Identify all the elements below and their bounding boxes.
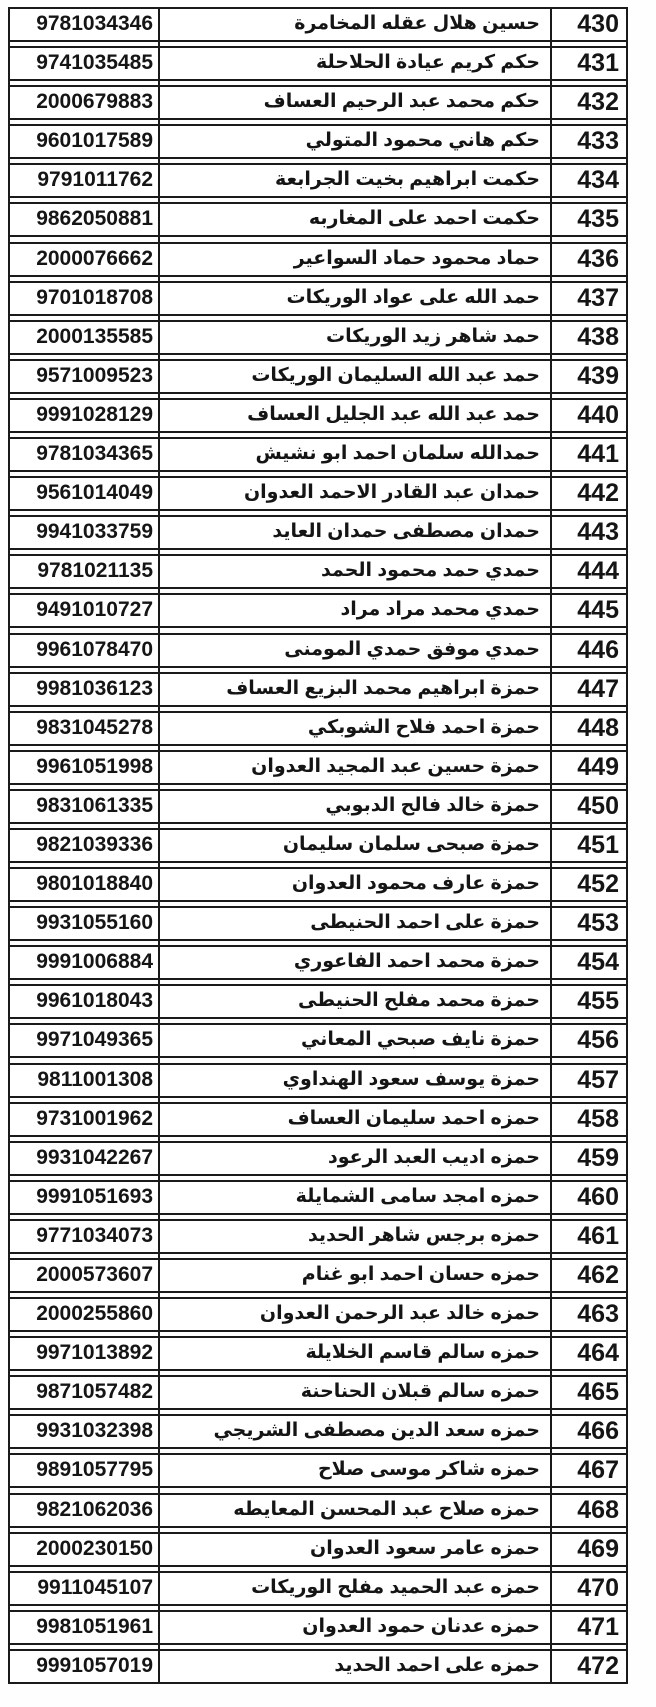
- table-row: [8, 711, 628, 746]
- table-row: [8, 1453, 628, 1488]
- name-cell: حمزه سعد الدين مصطفى الشريجي: [213, 1420, 540, 1442]
- table-row: [8, 1375, 628, 1410]
- table-row: [8, 359, 628, 394]
- national-id-cell: 9971013892: [36, 1341, 153, 1365]
- serial-number-cell: 441: [577, 440, 619, 469]
- serial-number-cell: 445: [577, 596, 619, 625]
- name-cell: حمزة محمد مفلح الحنيطى: [298, 990, 540, 1012]
- serial-number-cell: 455: [577, 987, 619, 1016]
- national-id-cell: 9931032398: [36, 1419, 153, 1443]
- table-rows-container: [8, 7, 628, 1684]
- table-row: [8, 242, 628, 277]
- table-row: [8, 85, 628, 120]
- name-cell: حمزه صلاح عبد المحسن المعايطه: [233, 1498, 540, 1520]
- serial-number-cell: 433: [577, 127, 619, 156]
- name-cell: حمزه عدنان حمود العدوان: [302, 1615, 540, 1637]
- serial-number-cell: 468: [577, 1495, 619, 1524]
- table-row: [8, 1219, 628, 1254]
- serial-number-cell: 463: [577, 1300, 619, 1329]
- serial-number-cell: 446: [577, 635, 619, 664]
- serial-number-cell: 452: [577, 870, 619, 899]
- serial-number-cell: 442: [577, 479, 619, 508]
- name-cell: حمزه شاكر موسى صلاح: [317, 1459, 540, 1481]
- national-id-cell: 9981051961: [36, 1614, 153, 1638]
- national-id-cell: 2000076662: [36, 246, 153, 270]
- name-cell: حكمت ابراهيم بخيت الجرابعة: [275, 169, 540, 191]
- table-row: [8, 163, 628, 198]
- name-cell: حكم هاني محمود المتولي: [305, 130, 540, 152]
- table-row: [8, 984, 628, 1019]
- national-id-cell: 9571009523: [36, 363, 153, 387]
- serial-number-cell: 461: [577, 1221, 619, 1250]
- serial-number-cell: 436: [577, 244, 619, 273]
- table-row: [8, 1297, 628, 1332]
- serial-number-cell: 458: [577, 1104, 619, 1133]
- table-row: [8, 1649, 628, 1684]
- table-row: [8, 7, 628, 42]
- name-cell: حمزه اديب العبد الرعود: [327, 1146, 540, 1168]
- table-row: [8, 593, 628, 628]
- name-cell: حمد عبد الله عبد الجليل العساف: [247, 403, 540, 425]
- table-border-right: [626, 7, 628, 1684]
- national-id-cell: 9871057482: [36, 1380, 153, 1404]
- serial-number-cell: 432: [577, 88, 619, 117]
- serial-number-cell: 472: [577, 1651, 619, 1680]
- table-row: [8, 124, 628, 159]
- table-row: [8, 1610, 628, 1645]
- serial-number-cell: 437: [577, 283, 619, 312]
- national-id-cell: 9831045278: [36, 715, 153, 739]
- table-row: [8, 46, 628, 81]
- national-id-cell: 9801018840: [36, 872, 153, 896]
- name-cell: حمد شاهر زيد الوريكات: [325, 325, 540, 347]
- serial-number-cell: 438: [577, 322, 619, 351]
- name-cell: حمدان عبد القادر الاحمد العدوان: [243, 482, 540, 504]
- serial-number-cell: 470: [577, 1573, 619, 1602]
- table-row: [8, 202, 628, 237]
- table-row: [8, 1141, 628, 1176]
- name-cell: حمزة ابراهيم محمد البزيع العساف: [226, 677, 540, 699]
- serial-number-cell: 435: [577, 205, 619, 234]
- table-row: [8, 1493, 628, 1528]
- national-id-cell: 9931042267: [36, 1145, 153, 1169]
- serial-number-cell: 448: [577, 713, 619, 742]
- table-row: [8, 437, 628, 472]
- national-id-cell: 9811001308: [37, 1067, 153, 1091]
- national-id-cell: 9991057019: [36, 1653, 153, 1677]
- serial-number-cell: 439: [577, 361, 619, 390]
- name-cell: حمزه على احمد الحديد: [334, 1654, 540, 1676]
- national-id-cell: 9561014049: [36, 481, 153, 505]
- name-cell: حمزه عامر سعود العدوان: [310, 1537, 540, 1559]
- table-row: [8, 1532, 628, 1567]
- name-cell: حمزة عارف محمود العدوان: [291, 873, 540, 895]
- name-cell: حمزة يوسف سعود الهنداوي: [282, 1068, 540, 1090]
- serial-number-cell: 465: [577, 1378, 619, 1407]
- national-id-cell: 9941033759: [36, 520, 153, 544]
- name-cell: حمزة صبحى سلمان سليمان: [282, 833, 540, 855]
- national-id-cell: 9821039336: [36, 832, 153, 856]
- table-row: [8, 1258, 628, 1293]
- name-cell: حمزه سالم قبلان الحناحنة: [300, 1381, 540, 1403]
- table-row: [8, 906, 628, 941]
- national-id-cell: 2000255860: [36, 1302, 153, 1326]
- national-id-cell: 9961078470: [36, 637, 153, 661]
- table-row: [8, 1571, 628, 1606]
- national-id-cell: 9601017589: [36, 129, 153, 153]
- national-id-cell: 9931055160: [36, 911, 153, 935]
- serial-number-cell: 467: [577, 1456, 619, 1485]
- national-id-cell: 9731001962: [36, 1106, 153, 1130]
- national-id-cell: 9991006884: [36, 950, 153, 974]
- serial-number-cell: 434: [577, 166, 619, 195]
- serial-number-cell: 444: [577, 557, 619, 586]
- table-row: [8, 1336, 628, 1371]
- serial-number-cell: 431: [577, 49, 619, 78]
- table-row: [8, 1063, 628, 1098]
- serial-number-cell: 440: [577, 400, 619, 429]
- national-id-cell: 2000679883: [36, 90, 153, 114]
- national-id-cell: 9961051998: [36, 754, 153, 778]
- table-row: [8, 1414, 628, 1449]
- national-id-cell: 2000135585: [36, 324, 153, 348]
- table-row: [8, 398, 628, 433]
- table-row: [8, 320, 628, 355]
- name-cell: حمدي حمد محمود الحمد: [321, 560, 540, 582]
- serial-number-cell: 469: [577, 1534, 619, 1563]
- serial-number-cell: 464: [577, 1339, 619, 1368]
- name-cell: حمد الله على عواد الوريكات: [286, 286, 540, 308]
- name-cell: حمزه خالد عبد الرحمن العدوان: [259, 1303, 540, 1325]
- serial-number-cell: 443: [577, 518, 619, 547]
- national-id-cell: 9961018043: [36, 989, 153, 1013]
- national-id-cell: 9781034365: [36, 442, 153, 466]
- national-id-cell: 9821062036: [36, 1497, 153, 1521]
- serial-number-cell: 453: [577, 909, 619, 938]
- table-row: [8, 476, 628, 511]
- national-id-cell: 9491010727: [36, 598, 153, 622]
- serial-number-cell: 454: [577, 948, 619, 977]
- serial-number-cell: 449: [577, 752, 619, 781]
- name-cell: حكم محمد عبد الرحيم العساف: [263, 91, 540, 113]
- name-cell: حمزة خالد فالح الدبوبي: [325, 794, 540, 816]
- national-id-cell: 9981036123: [36, 676, 153, 700]
- name-cell: حمزه برجس شاهر الحديد: [307, 1224, 540, 1246]
- national-id-cell: 9891057795: [36, 1458, 153, 1482]
- serial-number-cell: 466: [577, 1417, 619, 1446]
- table-row: [8, 515, 628, 550]
- name-cell: حمد عبد الله السليمان الوريكات: [251, 364, 540, 386]
- serial-number-cell: 456: [577, 1026, 619, 1055]
- column-divider-id: [158, 7, 160, 1684]
- national-id-cell: 9831061335: [36, 793, 153, 817]
- name-cell: حسين هلال عقله المخامرة: [294, 13, 540, 34]
- serial-number-cell: 460: [577, 1182, 619, 1211]
- roster-table: [8, 7, 628, 1684]
- national-id-cell: 9781021135: [37, 559, 153, 583]
- name-cell: حمزه عبد الحميد مفلح الوريكات: [251, 1576, 540, 1598]
- name-cell: حمزة على احمد الحنيطى: [310, 912, 540, 934]
- national-id-cell: 9741035485: [36, 51, 153, 75]
- national-id-cell: 9791011762: [37, 168, 153, 192]
- name-cell: حمزة نايف صبحي المعاني: [301, 1029, 540, 1051]
- table-row: [8, 828, 628, 863]
- table-row: [8, 945, 628, 980]
- table-row: [8, 789, 628, 824]
- name-cell: حماد محمود حماد السواعير: [293, 247, 540, 269]
- name-cell: حكم كريم عيادة الحلاحلة: [316, 52, 540, 74]
- national-id-cell: 2000573607: [36, 1263, 153, 1286]
- serial-number-cell: 451: [577, 830, 619, 859]
- national-id-cell: 9991028129: [36, 402, 153, 426]
- table-row: [8, 554, 628, 589]
- table-row: [8, 672, 628, 707]
- national-id-cell: 9701018708: [36, 285, 153, 309]
- table-row: [8, 281, 628, 316]
- national-id-cell: 9911045107: [37, 1575, 153, 1599]
- serial-number-cell: 447: [577, 674, 619, 703]
- table-row: [8, 750, 628, 785]
- table-row: [8, 1102, 628, 1137]
- name-cell: حمزه سالم قاسم الخلايلة: [305, 1342, 540, 1364]
- table-row: [8, 633, 628, 668]
- serial-number-cell: 430: [577, 10, 619, 38]
- serial-number-cell: 450: [577, 791, 619, 820]
- national-id-cell: 9862050881: [36, 207, 153, 231]
- column-divider-name: [550, 7, 552, 1684]
- table-border-left: [8, 7, 10, 1684]
- name-cell: حمزة حسين عبد المجيد العدوان: [251, 755, 540, 777]
- name-cell: حمدالله سلمان احمد ابو نشيش: [255, 443, 540, 465]
- table-row: [8, 1180, 628, 1215]
- name-cell: حمدي محمد مراد مراد: [340, 599, 540, 621]
- name-cell: حمدان مصطفى حمدان العايد: [272, 521, 540, 543]
- serial-number-cell: 459: [577, 1143, 619, 1172]
- name-cell: حمزة محمد احمد الفاعوري: [293, 951, 540, 973]
- name-cell: حمدي موفق حمدي المومنى: [284, 638, 540, 660]
- serial-number-cell: 457: [577, 1065, 619, 1094]
- national-id-cell: 9771034073: [36, 1223, 153, 1247]
- name-cell: حمزه احمد سليمان العساف: [287, 1107, 540, 1129]
- name-cell: حمزه امجد سامى الشمايلة: [295, 1185, 540, 1207]
- national-id-cell: 9971049365: [36, 1028, 153, 1052]
- serial-number-cell: 471: [577, 1612, 619, 1641]
- name-cell: حمزه حسان احمد ابو غنام: [301, 1264, 540, 1285]
- national-id-cell: 2000230150: [36, 1536, 153, 1560]
- table-row: [8, 1023, 628, 1058]
- table-row: [8, 867, 628, 902]
- serial-number-cell: 462: [577, 1261, 619, 1289]
- national-id-cell: 9781034346: [36, 12, 153, 35]
- name-cell: حكمت احمد على المغاربه: [308, 208, 540, 230]
- name-cell: حمزة احمد فلاح الشوبكي: [307, 716, 540, 738]
- national-id-cell: 9991051693: [36, 1184, 153, 1208]
